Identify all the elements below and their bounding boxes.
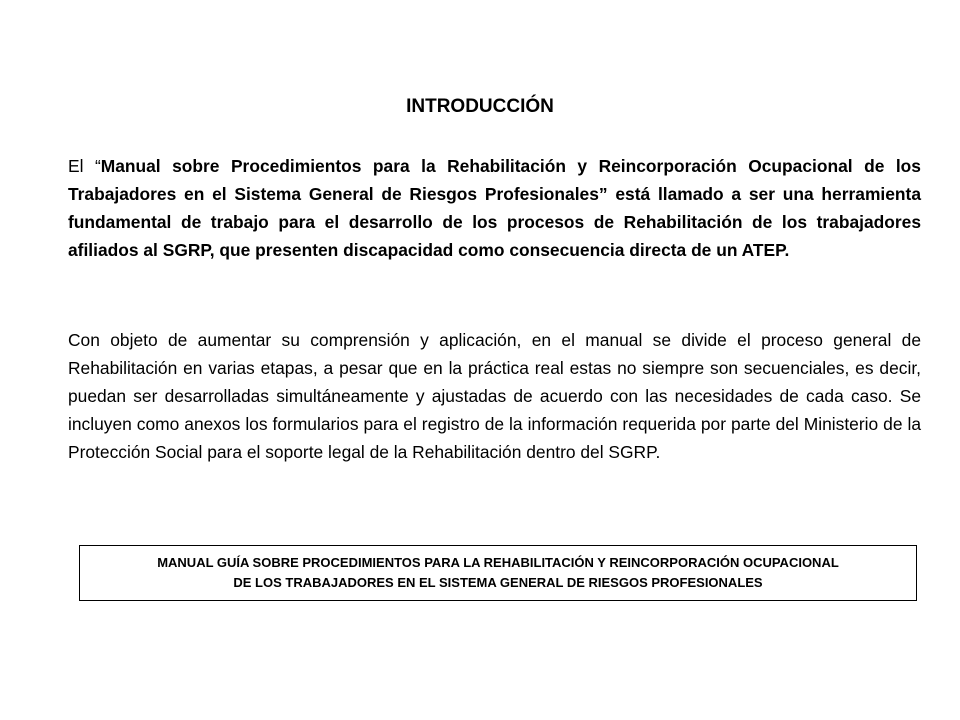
footer-text	[157, 553, 839, 593]
intro-paragraph	[68, 152, 921, 264]
page-title: INTRODUCCIÓN	[406, 96, 554, 117]
footer-line-1: MANUAL GUÍA SOBRE PROCEDIMIENTOS PARA LA REHABILITACIÓN Y REINCORPORACIÓN OCUPACIONAL	[157, 555, 839, 570]
intro-paragraph-body: Manual sobre Procedimientos para la Rehabilitación y Reincorporación Ocupacional de los Trabajadores en el Sistema General de Riesgos Profesionales” está llamado a ser una herramienta fundamental de trabajo para el desarrollo de los procesos de Rehabilitación de los trabajadores afiliados al SGRP, que presenten discapacidad como consecuencia directa de un ATEP.	[68, 156, 921, 260]
intro-paragraph-lead: El “	[68, 156, 101, 176]
footer-box	[79, 545, 917, 601]
footer-line-2: DE LOS TRABAJADORES EN EL SISTEMA GENERAL DE RIESGOS PROFESIONALES	[233, 575, 763, 590]
body-paragraph: Con objeto de aumentar su comprensión y aplicación, en el manual se divide el proceso general de Rehabilitación en varias etapas, a pesar que en la práctica real estas no siempre son secuenciales, es decir, puedan ser desarrolladas simultáneamente y ajustadas de acuerdo con las necesidades de cada caso. Se incluyen como anexos los formularios para el registro de la información requerida por parte del Ministerio de la Protección Social para el soporte legal de la Rehabilitación dentro del SGRP.	[68, 330, 921, 462]
